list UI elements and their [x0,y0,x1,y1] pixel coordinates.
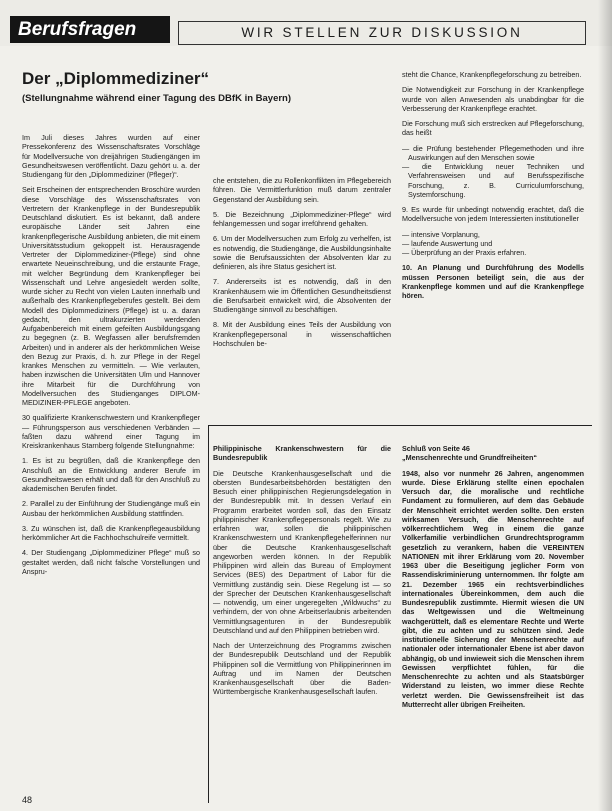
paragraph: 1948, also vor nunmehr 26 Jahren, angenommen wurde. Diese Erklärung stellte einen epochalen Versuch dar, die moralische und rechtliche Fundament zu formulieren, auf dem das Gebäude der Menschheit errichtet werden sollte. Den ersten wirksamen Versuch, die Menschenrechte auf völkerrechtlichem Weg in einem die ganze Völkerfamilie verbindlichen Grundrechtsprogramm gesetzlich zu verankern, haben die VEREINTEN NATIONEN mit ihrer Erklärung vom 20. November 1963 über die Beseitigung jeglicher Form von Rassendiskriminierung unternommen. Ihr folgte am 21. Dezember 1965 ein rechtsverbindliches internationales Übereinkommen, dem auch die Bundesrepublik zustimmte. Hiermit wiesen die UN das Weltgewissen und die Weltmeinung wachgerüttelt, daß es elementare Rechte und Werte gibt, die zu achten und zu schützen sind. Jede institutionelle Sicherung der Menschenrechte auf nationaler oder internationaler Ebene ist aber davon abhängig, ob und inwieweit sich die Menschen ihrem Gewissen verpflichtet fühlen, für die Menschenrechte zu achten und als Staatsbürger Widerstand zu leisten, wo immer diese Rechte verletzt werden. Die Gewissensfreiheit ist das Mutterrecht aller übrigen Freiheiten. [402,468,584,709]
list-item: — die Entwicklung neuer Techniken und Verfahrensweisen und auf Berufsspezifische Forschung, z. B. Curriculumforschung, Systemforschung. [402,162,584,199]
paragraph: che entstehen, die zu Rollenkonflikten im Pflegebereich führen. Die Vermittlerfunktion muß darum zentraler Gegenstand der Ausbildung sein. [213,176,391,204]
continuation-heading: Schluß von Seite 46 [402,444,470,453]
paragraph: 7. Andererseits ist es notwendig, daß in den Krankenhäusern wie im Öffentlichen Gesundheitsdienst die Berufsarbeit entwickelt wird, die Absolventen der Studiengänge sinnvoll zu beschäftigen. [213,277,391,314]
paragraph: 2. Parallel zu der Einführung der Studiengänge muß ein Ausbau der herkömmlichen Ausbildung stattfinden. [22,499,200,518]
requirements-list [402,230,584,258]
paragraph: 4. Der Studiengang „Diplommediziner Pflege“ muß so gestaltet werden, daß nicht falsche Vorstellungen und Anspru- [22,548,200,576]
list-item: — die Prüfung bestehender Pflegemethoden und ihre Auswirkungen auf den Menschen sowie [402,143,584,162]
scan-edge-shadow [598,0,612,811]
paragraph: Die Deutsche Krankenhausgesellschaft und die obersten Bundesarbeitsbehörden bestätigten den Besuch einer philippinischen Regierungsdelegation in der Bundesrepublik mit. In dessen Verlauf ein Programm erarbeitet worden soll, das den Einsatz philippinischer Krankenpflegepersonals regelt. Wie zu erfahren war, sollen die philippinischen Krankenschwestern und Krankenpflegehelferinnen nur über die Deutsche Krankenhausgesellschaft angeworben werden können. In der Republik Philippinen wird allein das Bureau of Employment Services (BES) des Department of Labor für die Vermittlung zuständig sein. Diese Regelung ist — so der Sprecher der Deutschen Krankenhausgesellschaft — notwendig, um einer ungeregelten „Wildwuchs“ zu verhindern, der von ohne Arbeitserlaubnis arbeitenden Vermittlungsagenturen in der Bundesrepublik Deutschland und auf den Philippinen betrieben wird. [213,468,391,635]
paragraph: 3. Zu wünschen ist, daß die Krankenpflegeausbildung herkömmlicher Art die Fachhochschulreife vermittelt. [22,523,200,542]
paragraph: steht die Chance, Krankenpflegeforschung zu betreiben. [402,70,582,79]
article-title: Der „Diplommediziner“ [22,69,210,88]
article-subtitle: (Stellungnahme während einer Tagung des DBfK in Bayern) [22,93,292,104]
box-divider-left [208,425,209,803]
article-column-3 [402,70,584,403]
paragraph: 30 qualifizierte Krankenschwestern und Krankenpfleger — Führungsperson aus verschiedenen Verbänden — faßten dazu während einer Tagung im Kreiskrankenhaus Starnberg folgende Stellungnahme: [22,413,200,450]
article-column-2 [213,176,391,402]
column-header: WIR STELLEN ZUR DISKUSSION [241,25,523,40]
paragraph: 9. Es wurde für unbedingt notwendig erachtet, daß die Modellversuche von jedem Interessierten institutioneller [402,205,584,224]
paragraph: 5. Die Bezeichnung „Diplommediziner-Pflege“ wird fehlangemessen und sogar irreführend gehalten. [213,209,391,228]
list-item: — laufende Auswertung und [402,238,493,248]
page-number: 48 [22,795,33,805]
paragraph: Im Juli dieses Jahres wurden auf einer Pressekonferenz des Wissenschaftsrates Vorschläge für Modellversuche von dreijährigen Studiengängen im Gesundheitswesen veröffentlicht. Dazu gehört u. a. der Studiengang für den „Diplommediziner (Pfleger)“. [22,133,200,179]
list-item: — Überprüfung an der Praxis erfahren. [402,248,527,257]
paragraph: Die Forschung muß sich erstrecken auf Pflegeforschung, das heißt [402,119,584,138]
section-badge: Berufsfragen [10,16,170,43]
continuation-box [402,444,584,796]
research-list [402,144,584,200]
paragraph: 10. An Planung und Durchführung des Modells müssen Personen beteiligt sein, die aus der Krankenpflege kommen und auf die Krankenpflege hören. [402,263,584,300]
list-item: — intensive Vorplanung, [402,229,480,239]
paragraph: Nach der Unterzeichnung des Programms zwischen der Bundesrepublik Deutschland und der Republik Philippinen soll die Vermittlung von Philippinerinnen im Auftrag und im Namen der Deutschen Krankenhausgesellschaft über die Baden-Württembergische Krankenhausgesellschaft laufen. [213,641,391,697]
paragraph: 1. Es ist zu begrüßen, daß die Krankenpflege den Anschluß an die Entwicklung anderer Berufe im Gesundheitswesen erhält und daß für den Anschluß zu akademischen Berufen findet. [22,456,200,493]
news-box-philippines [213,444,391,796]
box-divider-top [208,425,592,426]
paragraph: Seit Erscheinen der entsprechenden Broschüre wurden diese Vorschläge des Wissenschaftsrates von Vertretern der Krankenpflege in der Bundesrepublik Deutschland diskutiert. Es ist bekannt, daß andere europäische Länder seit Jahren eine krankenpflegerische Ausbildung anbieten, die mit einem Universitätsstudium gekoppelt ist. Herausragende Vertreter der Diplommediziner-(Pflege) sind ohne erwartete Neueinschreibung, und die erstaunte Frage, mit welcher Begründung dem Krankenpfleger bei Wissenschaft und Lehre angesiedelt werden sollte, wurde sicher zu Recht von vielen Lauten innerhalb und außerhalb des Krankenpflegeberufes gestellt. Bei dem Modell des Diplommediziners (Pflege) ist u. a. daran gedacht, den ultrakurzierten werdenden Aufgabenbereich mit einem gefeilten Ausbildungsgang zu begegnen (z. B. Wegfassen aller berufsfremden Arbeiten) und in anderer als der herkömmlichen Weise den Bezug zur Praxis, d. h. zur Pflege in der Regel krankes Menschen zu vermitteln. — Wie verlauten, haben inzwischen die Universitäten Ulm und Hannover ihre Mitarbeit für die Durchführung von Modellversuchen des Studienganges DIPLOM-MEDIZINER-PFLEGE angeboten. [22,185,200,407]
news-heading: Philippinische Krankenschwestern für die Bundesrepublik [213,444,391,463]
paragraph: 6. Um der Modellversuchen zum Erfolg zu verhelfen, ist es notwendig, die Studiengänge, die Ausbildungsinhalte sowie die Berufsaussichten der Absolventen klar zu definieren, als ihre Status gesichert ist. [213,234,391,271]
continuation-subheading: „Menschenrechte und Grundfreiheiten“ [402,453,537,463]
article-column-1 [22,133,200,795]
paragraph: 8. Mit der Ausbildung eines Teils der Ausbildung von Krankenpflegepersonal in wissenschaftlichen Hochschulen be- [213,320,391,348]
paragraph: Die Notwendigkeit zur Forschung in der Krankenpflege wurde von allen Anwesenden als unabdingbar für die Verbesserung der Krankenpflege erachtet. [402,85,584,113]
